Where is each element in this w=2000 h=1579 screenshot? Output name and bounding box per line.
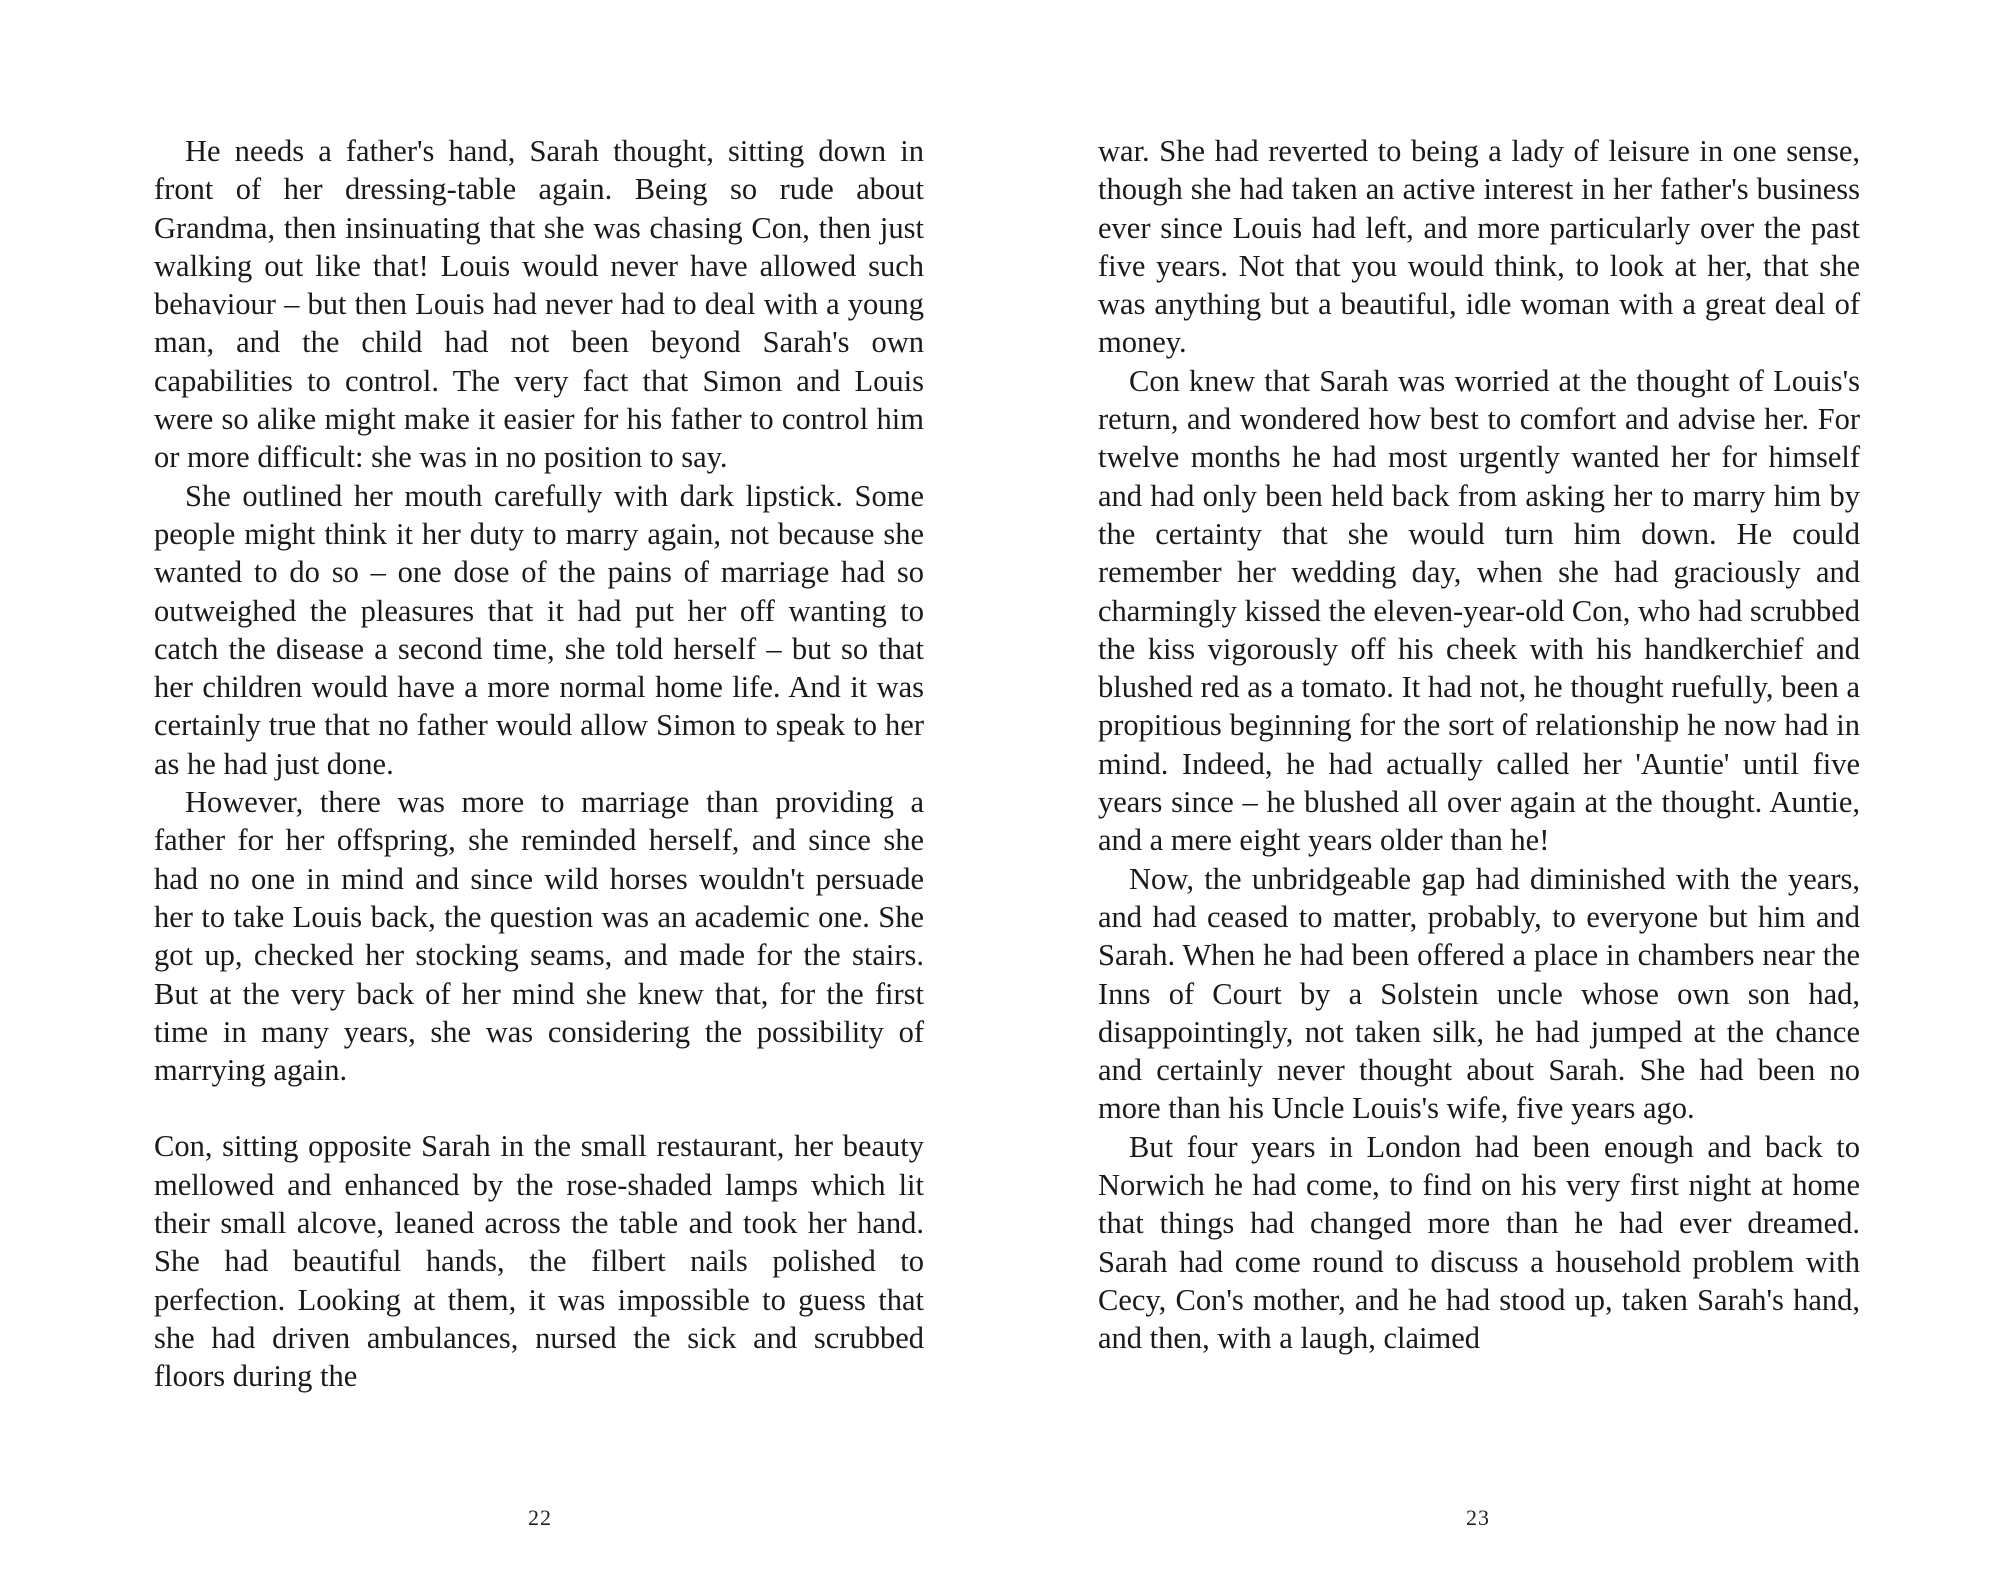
right-paragraph-4: But four years in London had been enough and back to Norwich he had come, to find on his very first night at home that things had changed more than he had ever dreamed. Sarah had come round to discuss a household problem with Cecy, Con's mother, and he had stood up, taken Sarah's hand, and then, with a laugh, claimed (1098, 1129, 1860, 1356)
right-page-number: 23 (1466, 1505, 1490, 1530)
left-page-number: 22 (528, 1505, 552, 1530)
right-paragraph-3: Now, the unbridgeable gap had diminished with the years, and had ceased to matter, probably, to everyone but him and Sarah. When he had been offered a place in chambers near the Inns of Court by a Solstein uncle whose own son had, disappointingly, not taken silk, he had jumped at the chance and certainly never thought about Sarah. She had been no more than his Uncle Louis's wife, five years ago. (1098, 861, 1860, 1126)
right-paragraph-2: Con knew that Sarah was worried at the thought of Louis's return, and wondered how best to comfort and advise her. For twelve months he had most urgently wanted her for himself and had only been held back from asking her to marry him by the certainty that she would turn him down. He could remember her wedding day, when she had graciously and charmingly kissed the eleven-year-old Con, who had scrubbed the kiss vigorously off his cheek with his handkerchief and blushed red as a tomato. It had not, he thought ruefully, been a propitious beginning for the sort of relationship he now had in mind. Indeed, he had actually called her 'Auntie' until five years since – he blushed all over again at the thought. Auntie, and a mere eight years older than he! (1098, 363, 1860, 858)
left-paragraph-4: Con, sitting opposite Sarah in the small restaurant, her beauty mellowed and enhanced by the rose-shaded lamps which lit their small alcove, leaned across the table and took her hand. She had beautiful hands, the filbert nails polished to perfection. Looking at them, it was impossible to guess that she had driven ambulances, nursed the sick and scrubbed floors during the (154, 1129, 924, 1394)
left-page-text (154, 132, 924, 1396)
right-paragraph-1: war. She had reverted to being a lady of leisure in one sense, though she had taken an active interest in her father's business ever since Louis had left, and more particularly over the past five years. Not that you would think, to look at her, that she was anything but a beautiful, idle woman with a great deal of money. (1098, 134, 1860, 360)
right-page-text (1098, 132, 1860, 1358)
left-paragraph-1: He needs a father's hand, Sarah thought, sitting down in front of her dressing-table again. Being so rude about Grandma, then insinuating that she was chasing Con, then just walking out like that! Louis would never have allowed such behaviour – but then Louis had never had to deal with a young man, and the child had not been beyond Sarah's own capabilities to control. The very fact that Simon and Louis were so alike might make it easier for his father to control him or more difficult: she was in no position to say. (154, 134, 924, 475)
left-paragraph-3: However, there was more to marriage than providing a father for her offspring, she reminded herself, and since she had no one in mind and since wild horses wouldn't persuade her to take Louis back, the question was an academic one. She got up, checked her stocking seams, and made for the stairs. But at the very back of her mind she knew that, for the first time in many years, she was considering the possibility of marrying again. (154, 785, 924, 1088)
left-paragraph-2: She outlined her mouth carefully with dark lipstick. Some people might think it her duty to marry again, not because she wanted to do so – one dose of the pains of marriage had so outweighed the pleasures that it had put her off wanting to catch the disease a second time, she told herself – but so that her children would have a more normal home life. And it was certainly true that no father would allow Simon to speak to her as he had just done. (154, 478, 924, 781)
